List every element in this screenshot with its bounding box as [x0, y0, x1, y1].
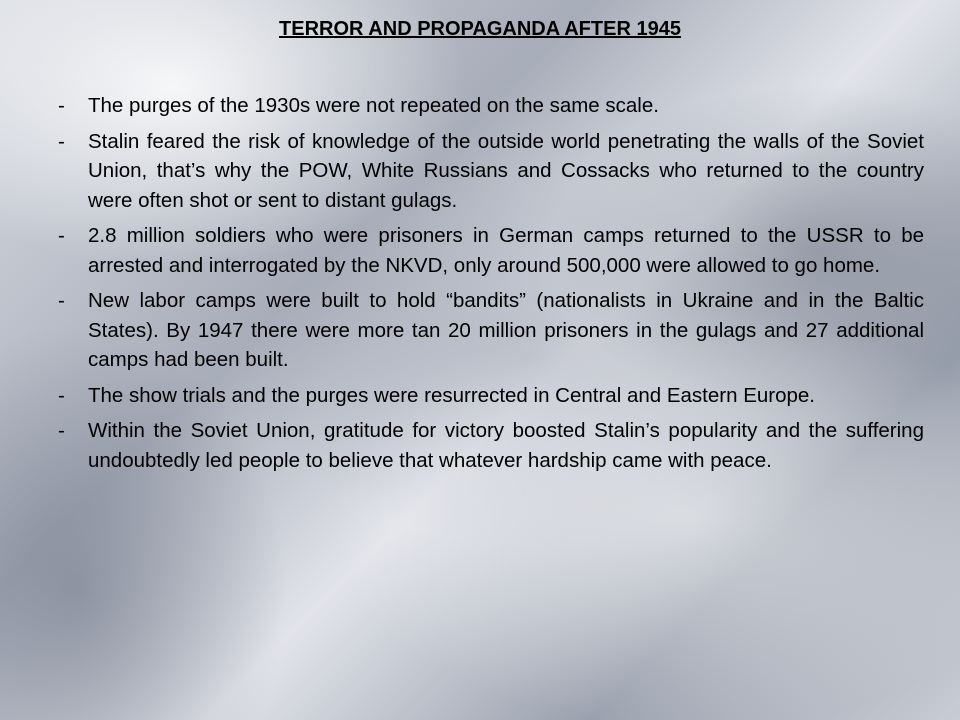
- list-item: [58, 286, 924, 375]
- list-item-text: 2.8 million soldiers who were prisoners in German camps returned to the USSR to be arrested and interrogated by the NKVD, only around 500,000 were allowed to go home.: [88, 224, 924, 277]
- list-item-text: Within the Soviet Union, gratitude for victory boosted Stalin’s popularity and the suffering undoubtedly led people to believe that whatever hardship came with peace.: [88, 419, 924, 472]
- list-item-text: Stalin feared the risk of knowledge of the outside world penetrating the walls of the Soviet Union, that’s why the POW, White Russians and Cossacks who returned to the country were often shot or sent to distant gulags.: [88, 129, 924, 212]
- bullet-dash: -: [58, 94, 65, 117]
- list-item: [58, 221, 924, 280]
- list-item-text: The purges of the 1930s were not repeated on the same scale.: [88, 94, 659, 117]
- bullet-list: [58, 91, 924, 481]
- list-item-text: The show trials and the purges were resurrected in Central and Eastern Europe.: [88, 383, 815, 407]
- bullet-dash: -: [58, 224, 65, 247]
- list-item-text: New labor camps were built to hold “bandits” (nationalists in Ukraine and in the Baltic States). By 1947 there were more tan 20 million prisoners in the gulags and 27 additional camps had been built.: [88, 289, 924, 371]
- list-item: [58, 127, 924, 216]
- list-item: [58, 416, 924, 475]
- list-item: [58, 91, 924, 121]
- bullet-dash: -: [58, 129, 65, 153]
- bullet-dash: -: [58, 419, 65, 442]
- bullet-dash: -: [58, 383, 65, 407]
- list-item: [58, 381, 924, 411]
- bullet-dash: -: [58, 289, 65, 312]
- slide-title: TERROR AND PROPAGANDA AFTER 1945: [279, 18, 681, 40]
